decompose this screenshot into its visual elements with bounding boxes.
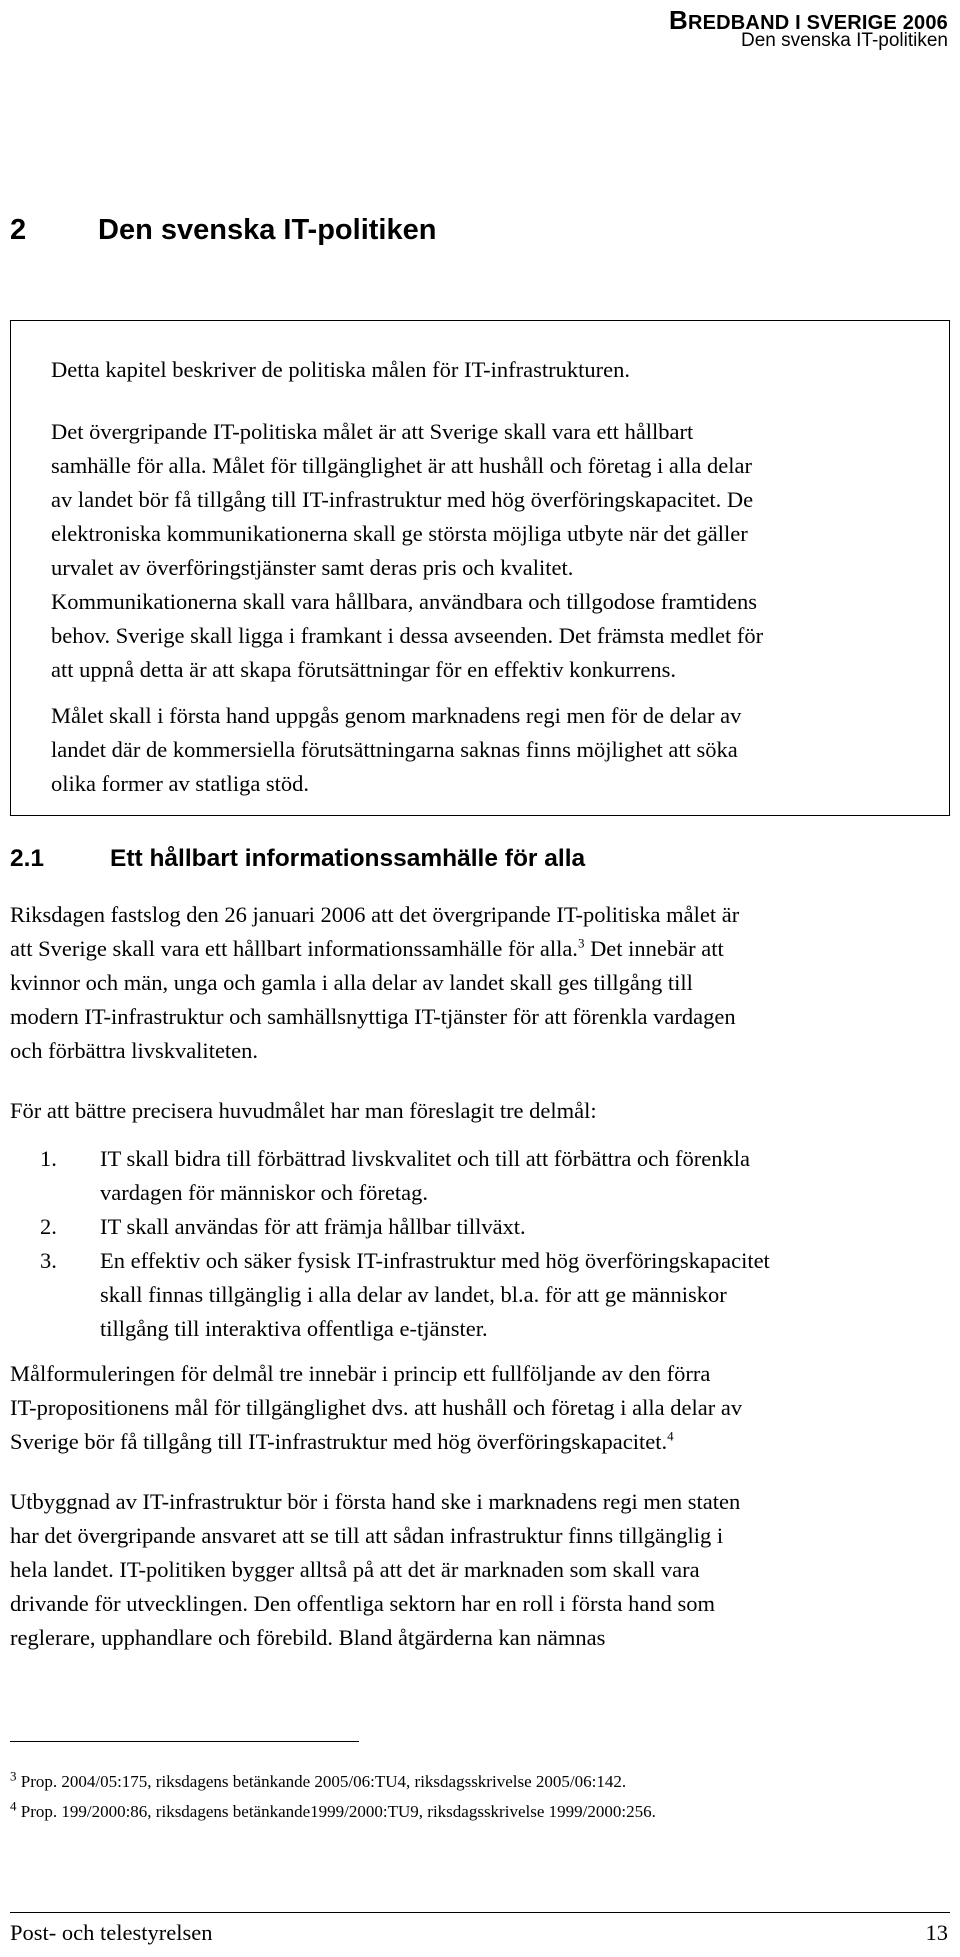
list-item-line: IT skall bidra till förbättrad livskvalitet och till att förbättra och förenkla — [100, 1146, 751, 1171]
box-p1-line: elektroniska kommunikationerna skall ge största möjliga utbyte när det gäller — [51, 521, 748, 546]
body-line: Utbyggnad av IT-infrastruktur bör i första hand ske i marknadens regi men staten — [10, 1489, 741, 1514]
box-p1-line: Kommunikationerna skall vara hållbara, användbara och tillgodose framtidens — [51, 589, 758, 614]
footnote-ref[interactable]: 3 — [577, 935, 585, 951]
list-item-line: skall finnas tillgänglig i alla delar av landet, bl.a. för att ge människor — [100, 1282, 727, 1307]
body-text: Det innebär att — [584, 936, 724, 961]
page-number: 13 — [925, 1920, 948, 1945]
footnote-separator — [10, 1741, 359, 1742]
body-line — [10, 1428, 674, 1454]
box-p2-line: olika former av statliga stöd. — [51, 771, 310, 796]
box-p1-line: behov. Sverige skall ligga i framkant i dessa avseenden. Det främsta medlet för — [51, 623, 764, 648]
body-line: Målformuleringen för delmål tre innebär i princip ett fullföljande av den förra — [10, 1361, 711, 1386]
footer-rule — [10, 1912, 950, 1913]
list-item-line: IT skall användas för att främja hållbar tillväxt. — [100, 1214, 526, 1239]
summary-box — [10, 320, 950, 816]
box-p1-line: samhälle för alla. Målet för tillgänglighet är att hushåll och företag i alla delar — [51, 453, 752, 478]
header-title-initial: B — [668, 5, 688, 35]
body-line: reglerare, upphandlare och förebild. Bland åtgärderna kan nämnas — [10, 1625, 606, 1650]
body-line: modern IT-infrastruktur och samhällsnyttiga IT-tjänster för att förenkla vardagen — [10, 1004, 736, 1029]
box-p2-line: Målet skall i första hand uppgås genom marknadens regi men för de delar av — [51, 703, 742, 728]
body-line: kvinnor och män, unga och gamla i alla delar av landet skall ges tillgång till — [10, 970, 693, 995]
chapter-number: 2 — [10, 214, 27, 246]
body-line — [10, 935, 724, 961]
body-text: Sverige bör få tillgång till IT-infrastruktur med hög överföringskapacitet. — [10, 1429, 668, 1454]
section-heading — [10, 845, 585, 873]
body-line: IT-propositionens mål för tillgänglighet dvs. att hushåll och företag i alla delar av — [10, 1395, 743, 1420]
footer-publisher: Post- och telestyrelsen — [10, 1920, 213, 1945]
body-line: drivande för utvecklingen. Den offentliga sektorn har en roll i första hand som — [10, 1591, 716, 1616]
box-p1-line: urvalet av överföringstjänster samt deras pris och kvalitet. — [51, 555, 574, 580]
chapter-title: Den svenska IT-politiken — [98, 214, 437, 246]
box-p1-line: av landet bör få tillgång till IT-infrastruktur med hög överföringskapacitet. De — [51, 487, 754, 512]
header-title-rest: REDBAND I SVERIGE 2006 — [687, 12, 948, 34]
body-text: att Sverige skall vara ett hållbart informationssamhälle för alla. — [10, 936, 578, 961]
footnote-ref[interactable]: 4 — [667, 1428, 674, 1444]
body-line: hela landet. IT-politiken bygger alltså på att det är marknaden som skall vara — [10, 1557, 700, 1582]
box-p1-line: att uppnå detta är att skapa förutsättningar för en effektiv konkurrens. — [51, 657, 676, 682]
list-item-line: tillgång till interaktiva offentliga e-tjänster. — [100, 1316, 488, 1341]
body-line: har det övergripande ansvaret att se till att sådan infrastruktur finns tillgänglig i — [10, 1523, 724, 1548]
list-item-number: 1. — [40, 1146, 57, 1171]
body-line: och förbättra livskvaliteten. — [10, 1038, 259, 1063]
box-paragraph-1 — [51, 415, 931, 687]
body-line: För att bättre precisera huvudmålet har man föreslagit tre delmål: — [10, 1098, 597, 1123]
box-intro-line: Detta kapitel beskriver de politiska målen för IT-infrastrukturen. — [51, 357, 630, 382]
box-p2-line: landet där de kommersiella förutsättningarna saknas finns möjlighet att söka — [51, 737, 738, 762]
box-intro — [51, 353, 931, 387]
footnote-text: Prop. 199/2000:86, riksdagens betänkande1999/2000:TU9, riksdagsskrivelse 1999/2000:256. — [16, 1802, 656, 1821]
footnote — [10, 1798, 656, 1822]
section-number: 2.1 — [10, 845, 45, 872]
list-item-line: vardagen för människor och företag. — [100, 1180, 428, 1205]
box-p1-line: Det övergripande IT-politiska målet är att Sverige skall vara ett hållbart — [51, 419, 694, 444]
section-title: Ett hållbart informationssamhälle för alla — [110, 845, 586, 872]
body-line: Riksdagen fastslog den 26 januari 2006 att det övergripande IT-politiska målet är — [10, 902, 740, 927]
footnote-mark: 3 — [10, 1768, 17, 1784]
list-item-number: 2. — [40, 1214, 57, 1239]
footnote-text: Prop. 2004/05:175, riksdagens betänkande 2005/06:TU4, riksdagsskrivelse 2005/06:142. — [16, 1772, 627, 1791]
box-paragraph-2 — [51, 699, 931, 801]
footnote-mark: 4 — [10, 1798, 17, 1814]
chapter-heading — [10, 214, 436, 247]
footnote — [10, 1768, 627, 1792]
list-item-line: En effektiv och säker fysisk IT-infrastruktur med hög överföringskapacitet — [100, 1248, 770, 1273]
list-item-number: 3. — [40, 1248, 57, 1273]
running-header-subtitle: Den svenska IT-politiken — [741, 30, 948, 51]
